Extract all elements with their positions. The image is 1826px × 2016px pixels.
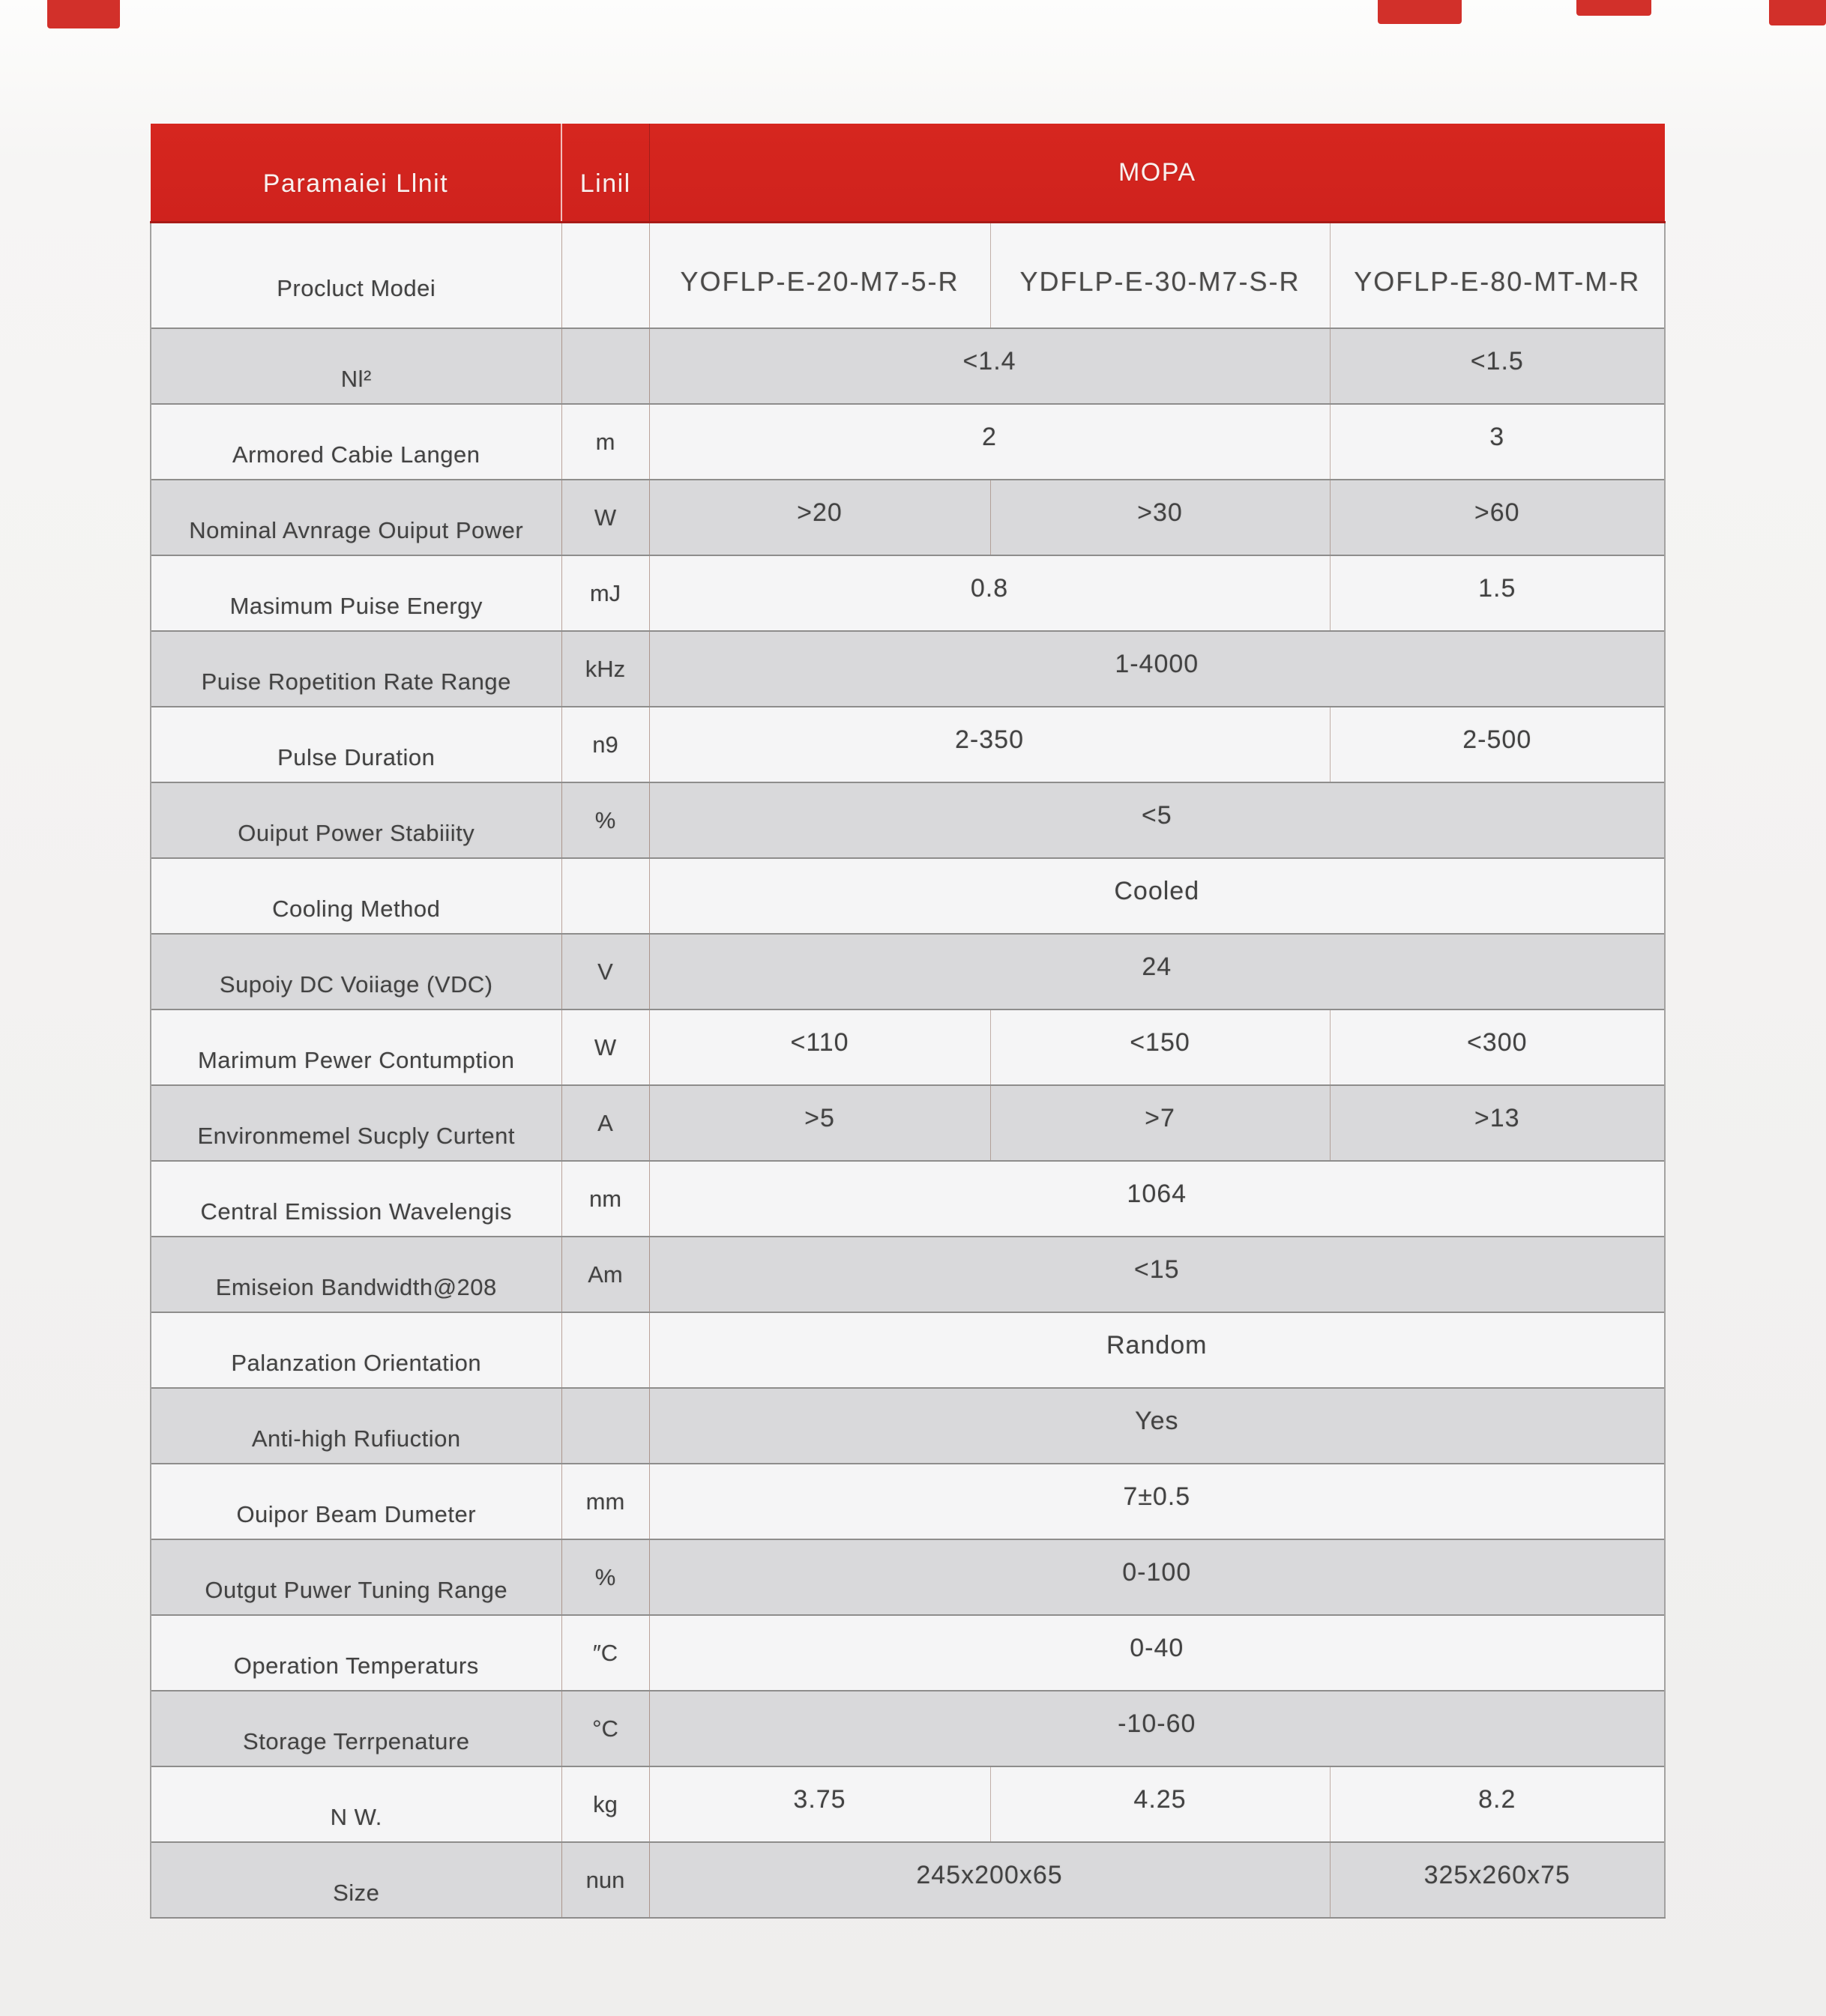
row-label: Nl² (151, 328, 561, 404)
value-cell: -10-60 (649, 1691, 1665, 1766)
row-label: Ouiput Power Stabiiity (151, 782, 561, 858)
spec-row (151, 480, 1665, 555)
value-cell: 2 (649, 404, 1330, 480)
unit-cell: Am (561, 1237, 649, 1312)
row-label: N W. (151, 1766, 561, 1842)
value-cell: 0-100 (649, 1539, 1665, 1615)
row-label: Size (151, 1842, 561, 1918)
value-cell: 2-500 (1330, 707, 1665, 782)
value-cell: <150 (990, 1009, 1330, 1085)
unit-cell: % (561, 1539, 649, 1615)
spec-row (151, 1085, 1665, 1161)
unit-cell: ″C (561, 1615, 649, 1691)
row-label: Supoiy DC Voiiage (VDC) (151, 934, 561, 1009)
unit-cell: V (561, 934, 649, 1009)
table-header-row (151, 124, 1665, 223)
series-group-header: MOPA (649, 124, 1665, 223)
row-label: Operation Temperaturs (151, 1615, 561, 1691)
spec-row (151, 1464, 1665, 1539)
unit-column-header: Linil (561, 124, 649, 223)
value-cell: >20 (649, 480, 990, 555)
row-label: Anti-high Rufiuction (151, 1388, 561, 1464)
row-label: Cooling Method (151, 858, 561, 934)
value-cell: 7±0.5 (649, 1464, 1665, 1539)
top-edge-red-fragment (1378, 0, 1462, 24)
row-label: Outgut Puwer Tuning Range (151, 1539, 561, 1615)
unit-cell: kHz (561, 631, 649, 707)
product-model-cell: YOFLP-E-80-MT-M-R (1330, 223, 1665, 329)
row-label: Pulse Duration (151, 707, 561, 782)
spec-row (151, 707, 1665, 782)
unit-cell: kg (561, 1766, 649, 1842)
value-cell: 24 (649, 934, 1665, 1009)
unit-cell: W (561, 1009, 649, 1085)
unit-cell (561, 328, 649, 404)
value-cell: 325x260x75 (1330, 1842, 1665, 1918)
value-cell: >30 (990, 480, 1330, 555)
value-cell: >60 (1330, 480, 1665, 555)
row-label: Nominal Avnrage Ouiput Power (151, 480, 561, 555)
unit-cell: A (561, 1085, 649, 1161)
unit-cell: nun (561, 1842, 649, 1918)
value-cell: >5 (649, 1085, 990, 1161)
value-cell: 1.5 (1330, 555, 1665, 631)
spec-row (151, 1237, 1665, 1312)
spec-row (151, 782, 1665, 858)
unit-cell (561, 223, 649, 329)
unit-cell: nm (561, 1161, 649, 1237)
spec-row (151, 1388, 1665, 1464)
row-label: Puise Ropetition Rate Range (151, 631, 561, 707)
value-cell: 245x200x65 (649, 1842, 1330, 1918)
row-label: Ouipor Beam Dumeter (151, 1464, 561, 1539)
value-cell: 1064 (649, 1161, 1665, 1237)
value-cell: 3 (1330, 404, 1665, 480)
top-edge-red-fragment (1576, 0, 1651, 16)
value-cell: 1-4000 (649, 631, 1665, 707)
value-cell: <300 (1330, 1009, 1665, 1085)
parameter-column-header: Paramaiei Llnit (151, 124, 561, 223)
unit-cell (561, 1388, 649, 1464)
value-cell: <110 (649, 1009, 990, 1085)
spec-row (151, 1009, 1665, 1085)
unit-cell: mJ (561, 555, 649, 631)
product-model-cell: YDFLP-E-30-M7-S-R (990, 223, 1330, 329)
product-model-cell: YOFLP-E-20-M7-5-R (649, 223, 990, 329)
value-cell: <1.4 (649, 328, 1330, 404)
unit-cell: n9 (561, 707, 649, 782)
row-label: Emiseion Bandwidth@208 (151, 1237, 561, 1312)
value-cell: >13 (1330, 1085, 1665, 1161)
row-label: Marimum Pewer Contumption (151, 1009, 561, 1085)
unit-cell: °C (561, 1691, 649, 1766)
spec-row (151, 1615, 1665, 1691)
value-cell: Cooled (649, 858, 1665, 934)
value-cell: 0.8 (649, 555, 1330, 631)
value-cell: 3.75 (649, 1766, 990, 1842)
row-label: Masimum Puise Energy (151, 555, 561, 631)
unit-cell: m (561, 404, 649, 480)
unit-cell: % (561, 782, 649, 858)
top-edge-red-fragment (47, 0, 120, 28)
spec-row (151, 1842, 1665, 1918)
value-cell: >7 (990, 1085, 1330, 1161)
spec-row (151, 1539, 1665, 1615)
value-cell: 2-350 (649, 707, 1330, 782)
spec-row (151, 1312, 1665, 1388)
value-cell: <1.5 (1330, 328, 1665, 404)
spec-row (151, 555, 1665, 631)
unit-cell (561, 858, 649, 934)
spec-table (150, 124, 1666, 1919)
row-label: Storage Terrpenature (151, 1691, 561, 1766)
row-label: Procluct Modei (151, 223, 561, 329)
unit-cell: W (561, 480, 649, 555)
spec-row (151, 631, 1665, 707)
row-label: Armored Cabie Langen (151, 404, 561, 480)
spec-row (151, 1691, 1665, 1766)
spec-row (151, 328, 1665, 404)
row-label: Palanzation Orientation (151, 1312, 561, 1388)
value-cell: 0-40 (649, 1615, 1665, 1691)
value-cell: <15 (649, 1237, 1665, 1312)
value-cell: Yes (649, 1388, 1665, 1464)
unit-cell: mm (561, 1464, 649, 1539)
value-cell: <5 (649, 782, 1665, 858)
value-cell: 4.25 (990, 1766, 1330, 1842)
spec-row (151, 404, 1665, 480)
value-cell: Random (649, 1312, 1665, 1388)
spec-row (151, 934, 1665, 1009)
top-edge-red-fragment (1769, 0, 1826, 25)
row-label: Environmemel Sucply Curtent (151, 1085, 561, 1161)
spec-row (151, 858, 1665, 934)
row-label: Central Emission Wavelengis (151, 1161, 561, 1237)
product-model-row (151, 223, 1665, 329)
value-cell: 8.2 (1330, 1766, 1665, 1842)
unit-cell (561, 1312, 649, 1388)
spec-row (151, 1766, 1665, 1842)
spec-row (151, 1161, 1665, 1237)
